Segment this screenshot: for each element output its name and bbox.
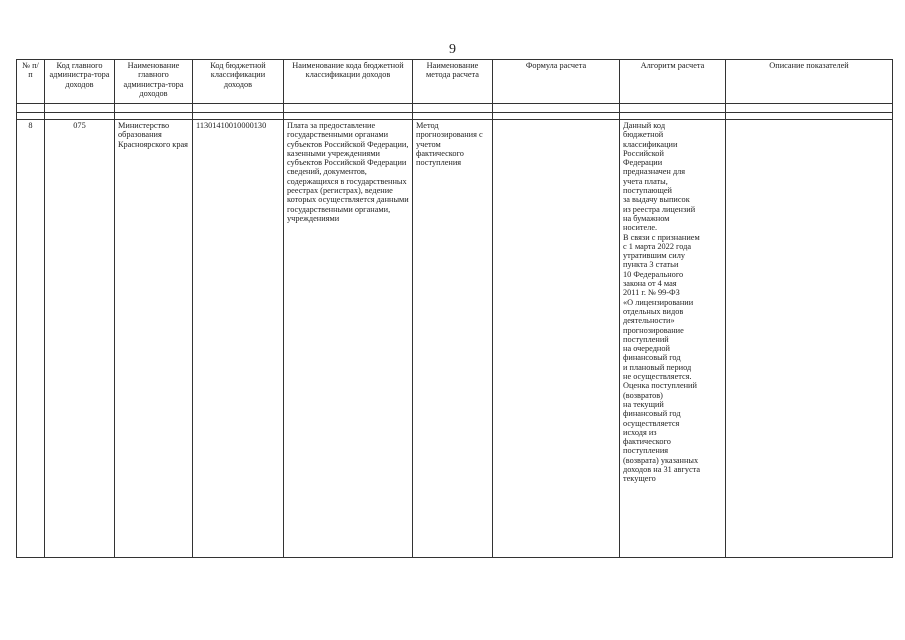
algorithm-line: 2011 г. № 99-ФЗ [623, 288, 680, 298]
row-admin-name: Министерство образования Красноярского края [115, 120, 193, 558]
row-budget-code: 11301410010000130 [193, 120, 284, 558]
algorithm-line: предназначен для [623, 167, 686, 177]
row-admin-code: 075 [45, 120, 115, 558]
algorithm-line: на очередной [623, 344, 670, 354]
algorithm-line: за выдачу выписок [623, 195, 690, 205]
algorithm-line: носителе. [623, 223, 658, 233]
algorithm-line: «О лицензировании [623, 297, 694, 307]
algorithm-line: В связи с признанием [623, 232, 700, 242]
header-cell-description: Описание показателей [726, 60, 893, 104]
algorithm-line: не осуществляется. [623, 372, 692, 382]
algorithm-line: с 1 марта 2022 года [623, 241, 692, 251]
header-cell-algorithm: Алгоритм расчета [620, 60, 726, 104]
algorithm-line: на бумажном [623, 213, 670, 223]
revenue-forecast-table [16, 59, 893, 558]
header-cell-budget-name: Наименование кода бюджетной классификации доходов [284, 60, 413, 104]
row-budget-name: Плата за предоставление государственными органами субъектов Российской Федерации, казенными учреждениями субъектов Российской Федерации сведений, документов, содержащихся в государственных реестрах (регистрах), ведение которых осуществляется данными государственными органами, учреждениями [284, 120, 413, 558]
algorithm-line: (возвратов) [623, 390, 663, 400]
algorithm-line: финансовый год [623, 409, 681, 419]
algorithm-line: бюджетной [623, 130, 664, 140]
row-formula [493, 120, 620, 558]
table-spacer-row [17, 104, 893, 113]
algorithm-line: из реестра лицензий [623, 204, 696, 214]
algorithm-line: поступления [623, 446, 669, 456]
algorithm-line: закона от 4 мая [623, 279, 677, 289]
header-cell-formula: Формула расчета [493, 60, 620, 104]
header-cell-admin-code: Код главного администра-тора доходов [45, 60, 115, 104]
algorithm-line: учета платы, [623, 176, 668, 186]
algorithm-line: исходя из [623, 427, 657, 437]
header-cell-admin-name: Наименование главного администра-тора доходов [115, 60, 193, 104]
algorithm-line: текущего [623, 474, 656, 484]
algorithm-line: финансовый год [623, 353, 681, 363]
row-algorithm [620, 120, 726, 558]
algorithm-line: осуществляется [623, 418, 680, 428]
table-row [17, 120, 893, 558]
row-description [726, 120, 893, 558]
algorithm-line: доходов на 31 августа [623, 464, 701, 474]
algorithm-line: классификации [623, 139, 678, 149]
header-cell-budget-code: Код бюджетной классификации доходов [193, 60, 284, 104]
algorithm-line: деятельности» [623, 316, 675, 326]
algorithm-line: и плановый период [623, 362, 692, 372]
row-num: 8 [17, 120, 45, 558]
algorithm-line: (возврата) указанных [623, 455, 699, 465]
algorithm-line: пункта 3 статьи [623, 260, 679, 270]
algorithm-line: поступлений [623, 334, 669, 344]
table-header-row [17, 60, 893, 104]
row-method: Метод прогнозирования с учетом фактического поступления [413, 120, 493, 558]
algorithm-line: фактического [623, 437, 671, 447]
algorithm-line: Оценка поступлений [623, 381, 697, 391]
algorithm-line: отдельных видов [623, 306, 684, 316]
algorithm-line: Федерации [623, 158, 663, 168]
header-cell-method: Наименование метода расчета [413, 60, 493, 104]
page-number: 9 [449, 42, 456, 57]
header-cell-num: № п/п [17, 60, 45, 104]
algorithm-line: утратившим силу [623, 251, 686, 261]
algorithm-line: Данный код [623, 121, 666, 130]
algorithm-line: прогнозирование [623, 325, 684, 335]
algorithm-line: поступающей [623, 186, 672, 196]
table-gap-row [17, 113, 893, 120]
algorithm-line: на текущий [623, 399, 664, 409]
algorithm-line: 10 Федерального [623, 269, 684, 279]
algorithm-line: Российской [623, 148, 664, 158]
